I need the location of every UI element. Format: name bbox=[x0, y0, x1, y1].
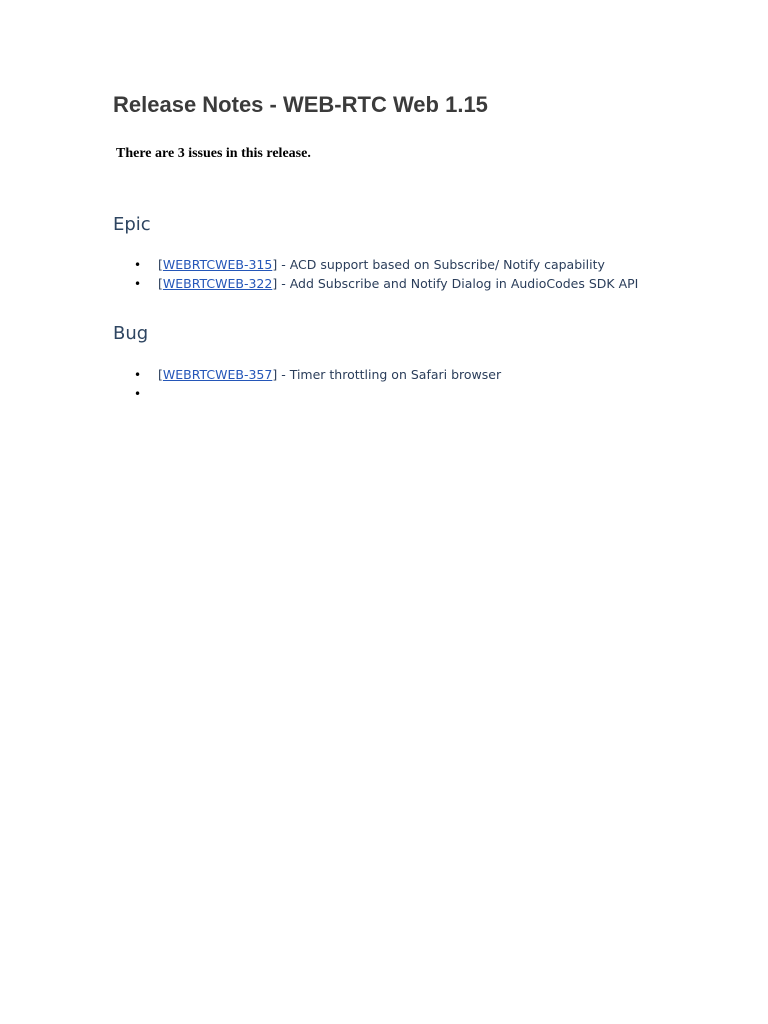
bullet-icon: • bbox=[134, 386, 142, 401]
issue-description: - Timer throttling on Safari browser bbox=[277, 367, 502, 382]
issue-count-summary: There are 3 issues in this release. bbox=[116, 146, 311, 161]
issue-link[interactable]: WEBRTCWEB-315 bbox=[162, 257, 273, 272]
close-bracket: ] bbox=[272, 275, 278, 291]
bullet-icon: • bbox=[134, 368, 142, 382]
issue-text bbox=[158, 257, 605, 273]
section-heading-bug: Bug bbox=[113, 323, 149, 344]
issue-link[interactable]: WEBRTCWEB-322 bbox=[162, 275, 273, 291]
issue-description: - ACD support based on Subscribe/ Notify capability bbox=[277, 257, 605, 272]
close-bracket: ] bbox=[272, 367, 278, 382]
issue-text bbox=[158, 367, 501, 383]
issue-description: - Add Subscribe and Notify Dialog in AudioCodes SDK API bbox=[277, 275, 639, 291]
open-bracket: [ bbox=[158, 275, 163, 291]
section-heading-epic: Epic bbox=[113, 214, 151, 235]
bullet-icon: • bbox=[134, 258, 142, 272]
page-title: Release Notes - WEB-RTC Web 1.15 bbox=[113, 92, 488, 117]
issue-link[interactable]: WEBRTCWEB-357 bbox=[162, 367, 273, 382]
bullet-icon: • bbox=[134, 276, 142, 291]
open-bracket: [ bbox=[158, 367, 163, 382]
close-bracket: ] bbox=[272, 257, 278, 272]
open-bracket: [ bbox=[158, 257, 163, 272]
issue-text bbox=[158, 276, 638, 292]
